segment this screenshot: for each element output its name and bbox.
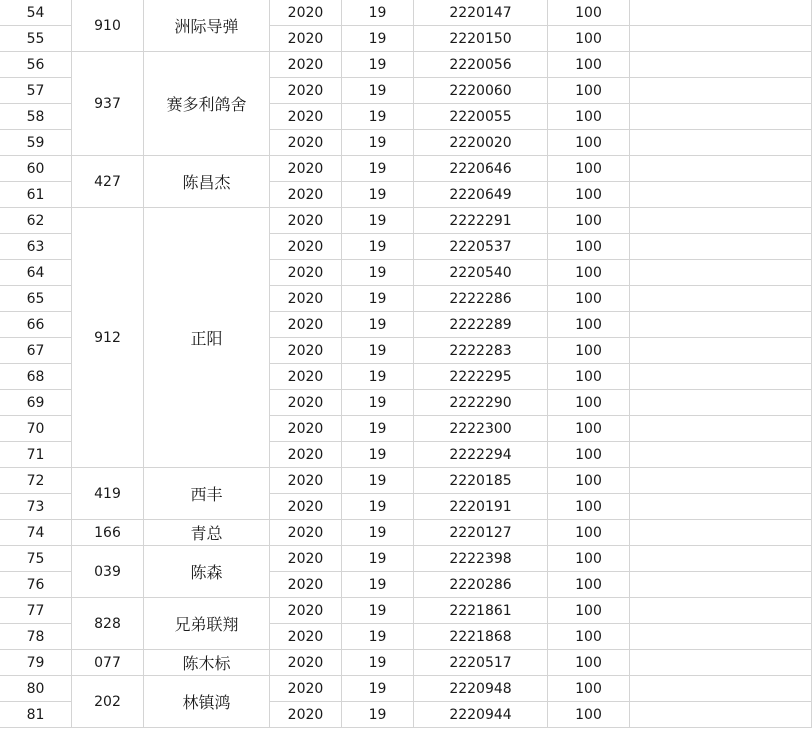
count-cell[interactable]: 19 (342, 546, 414, 572)
row-number-cell[interactable]: 58 (0, 104, 72, 130)
row-number-cell[interactable]: 81 (0, 702, 72, 728)
row-number-cell[interactable]: 71 (0, 442, 72, 468)
ring-number-cell[interactable]: 2220147 (414, 0, 548, 26)
empty-cell[interactable] (630, 104, 812, 130)
count-cell[interactable]: 19 (342, 208, 414, 234)
score-cell[interactable]: 100 (548, 494, 630, 520)
year-cell[interactable]: 2020 (270, 416, 342, 442)
year-cell[interactable]: 2020 (270, 26, 342, 52)
score-cell[interactable]: 100 (548, 650, 630, 676)
ring-number-cell[interactable]: 2220185 (414, 468, 548, 494)
count-cell[interactable]: 19 (342, 338, 414, 364)
empty-cell[interactable] (630, 390, 812, 416)
count-cell[interactable]: 19 (342, 650, 414, 676)
score-cell[interactable]: 100 (548, 546, 630, 572)
row-number-cell[interactable]: 64 (0, 260, 72, 286)
count-cell[interactable]: 19 (342, 312, 414, 338)
count-cell[interactable]: 19 (342, 676, 414, 702)
score-cell[interactable]: 100 (548, 208, 630, 234)
empty-cell[interactable] (630, 650, 812, 676)
score-cell[interactable]: 100 (548, 416, 630, 442)
score-cell[interactable]: 100 (548, 104, 630, 130)
ring-number-cell[interactable]: 2220537 (414, 234, 548, 260)
loft-name-cell[interactable]: 正阳 (144, 208, 270, 468)
year-cell[interactable]: 2020 (270, 442, 342, 468)
empty-cell[interactable] (630, 78, 812, 104)
ring-number-cell[interactable]: 2220150 (414, 26, 548, 52)
count-cell[interactable]: 19 (342, 130, 414, 156)
score-cell[interactable]: 100 (548, 338, 630, 364)
ring-number-cell[interactable]: 2220056 (414, 52, 548, 78)
ring-number-cell[interactable]: 2222286 (414, 286, 548, 312)
row-number-cell[interactable]: 67 (0, 338, 72, 364)
count-cell[interactable]: 19 (342, 104, 414, 130)
year-cell[interactable]: 2020 (270, 156, 342, 182)
year-cell[interactable]: 2020 (270, 650, 342, 676)
score-cell[interactable]: 100 (548, 676, 630, 702)
empty-cell[interactable] (630, 26, 812, 52)
year-cell[interactable]: 2020 (270, 364, 342, 390)
year-cell[interactable]: 2020 (270, 676, 342, 702)
count-cell[interactable]: 19 (342, 598, 414, 624)
ring-number-cell[interactable]: 2220649 (414, 182, 548, 208)
count-cell[interactable]: 19 (342, 416, 414, 442)
empty-cell[interactable] (630, 468, 812, 494)
ring-number-cell[interactable]: 2222295 (414, 364, 548, 390)
row-number-cell[interactable]: 78 (0, 624, 72, 650)
loft-code-cell[interactable]: 937 (72, 52, 144, 156)
row-number-cell[interactable]: 65 (0, 286, 72, 312)
year-cell[interactable]: 2020 (270, 572, 342, 598)
row-number-cell[interactable]: 77 (0, 598, 72, 624)
year-cell[interactable]: 2020 (270, 52, 342, 78)
empty-cell[interactable] (630, 286, 812, 312)
year-cell[interactable]: 2020 (270, 338, 342, 364)
year-cell[interactable]: 2020 (270, 130, 342, 156)
loft-name-cell[interactable]: 西丰 (144, 468, 270, 520)
score-cell[interactable]: 100 (548, 0, 630, 26)
row-number-cell[interactable]: 72 (0, 468, 72, 494)
year-cell[interactable]: 2020 (270, 182, 342, 208)
count-cell[interactable]: 19 (342, 468, 414, 494)
loft-code-cell[interactable]: 077 (72, 650, 144, 676)
count-cell[interactable]: 19 (342, 624, 414, 650)
count-cell[interactable]: 19 (342, 156, 414, 182)
ring-number-cell[interactable]: 2220646 (414, 156, 548, 182)
row-number-cell[interactable]: 61 (0, 182, 72, 208)
empty-cell[interactable] (630, 0, 812, 26)
ring-number-cell[interactable]: 2220948 (414, 676, 548, 702)
ring-number-cell[interactable]: 2220060 (414, 78, 548, 104)
row-number-cell[interactable]: 80 (0, 676, 72, 702)
year-cell[interactable]: 2020 (270, 78, 342, 104)
empty-cell[interactable] (630, 364, 812, 390)
year-cell[interactable]: 2020 (270, 286, 342, 312)
empty-cell[interactable] (630, 208, 812, 234)
year-cell[interactable]: 2020 (270, 598, 342, 624)
ring-number-cell[interactable]: 2220540 (414, 260, 548, 286)
row-number-cell[interactable]: 73 (0, 494, 72, 520)
row-number-cell[interactable]: 74 (0, 520, 72, 546)
year-cell[interactable]: 2020 (270, 104, 342, 130)
empty-cell[interactable] (630, 494, 812, 520)
empty-cell[interactable] (630, 598, 812, 624)
empty-cell[interactable] (630, 312, 812, 338)
count-cell[interactable]: 19 (342, 702, 414, 728)
ring-number-cell[interactable]: 2222398 (414, 546, 548, 572)
ring-number-cell[interactable]: 2222291 (414, 208, 548, 234)
score-cell[interactable]: 100 (548, 156, 630, 182)
empty-cell[interactable] (630, 442, 812, 468)
ring-number-cell[interactable]: 2222289 (414, 312, 548, 338)
loft-code-cell[interactable]: 202 (72, 676, 144, 728)
ring-number-cell[interactable]: 2222283 (414, 338, 548, 364)
ring-number-cell[interactable]: 2222300 (414, 416, 548, 442)
score-cell[interactable]: 100 (548, 572, 630, 598)
ring-number-cell[interactable]: 2221868 (414, 624, 548, 650)
score-cell[interactable]: 100 (548, 364, 630, 390)
ring-number-cell[interactable]: 2220055 (414, 104, 548, 130)
score-cell[interactable]: 100 (548, 468, 630, 494)
year-cell[interactable]: 2020 (270, 260, 342, 286)
empty-cell[interactable] (630, 234, 812, 260)
row-number-cell[interactable]: 63 (0, 234, 72, 260)
count-cell[interactable]: 19 (342, 494, 414, 520)
count-cell[interactable]: 19 (342, 286, 414, 312)
ring-number-cell[interactable]: 2220286 (414, 572, 548, 598)
count-cell[interactable]: 19 (342, 364, 414, 390)
count-cell[interactable]: 19 (342, 260, 414, 286)
count-cell[interactable]: 19 (342, 572, 414, 598)
loft-name-cell[interactable]: 兄弟联翔 (144, 598, 270, 650)
loft-name-cell[interactable]: 洲际导弹 (144, 0, 270, 52)
loft-code-cell[interactable]: 039 (72, 546, 144, 598)
row-number-cell[interactable]: 66 (0, 312, 72, 338)
ring-number-cell[interactable]: 2220191 (414, 494, 548, 520)
row-number-cell[interactable]: 59 (0, 130, 72, 156)
count-cell[interactable]: 19 (342, 78, 414, 104)
count-cell[interactable]: 19 (342, 390, 414, 416)
row-number-cell[interactable]: 55 (0, 26, 72, 52)
year-cell[interactable]: 2020 (270, 624, 342, 650)
empty-cell[interactable] (630, 624, 812, 650)
empty-cell[interactable] (630, 182, 812, 208)
ring-number-cell[interactable]: 2222290 (414, 390, 548, 416)
count-cell[interactable]: 19 (342, 234, 414, 260)
count-cell[interactable]: 19 (342, 182, 414, 208)
row-number-cell[interactable]: 79 (0, 650, 72, 676)
count-cell[interactable]: 19 (342, 0, 414, 26)
year-cell[interactable]: 2020 (270, 520, 342, 546)
score-cell[interactable]: 100 (548, 286, 630, 312)
loft-name-cell[interactable]: 陈昌杰 (144, 156, 270, 208)
ring-number-cell[interactable]: 2221861 (414, 598, 548, 624)
empty-cell[interactable] (630, 676, 812, 702)
ring-number-cell[interactable]: 2220517 (414, 650, 548, 676)
score-cell[interactable]: 100 (548, 26, 630, 52)
ring-number-cell[interactable]: 2220944 (414, 702, 548, 728)
year-cell[interactable]: 2020 (270, 546, 342, 572)
count-cell[interactable]: 19 (342, 26, 414, 52)
score-cell[interactable]: 100 (548, 312, 630, 338)
score-cell[interactable]: 100 (548, 130, 630, 156)
score-cell[interactable]: 100 (548, 52, 630, 78)
row-number-cell[interactable]: 57 (0, 78, 72, 104)
count-cell[interactable]: 19 (342, 52, 414, 78)
score-cell[interactable]: 100 (548, 702, 630, 728)
row-number-cell[interactable]: 69 (0, 390, 72, 416)
score-cell[interactable]: 100 (548, 260, 630, 286)
loft-name-cell[interactable]: 林镇鸿 (144, 676, 270, 728)
ring-number-cell[interactable]: 2222294 (414, 442, 548, 468)
score-cell[interactable]: 100 (548, 390, 630, 416)
ring-number-cell[interactable]: 2220020 (414, 130, 548, 156)
row-number-cell[interactable]: 56 (0, 52, 72, 78)
year-cell[interactable]: 2020 (270, 234, 342, 260)
score-cell[interactable]: 100 (548, 520, 630, 546)
empty-cell[interactable] (630, 156, 812, 182)
score-cell[interactable]: 100 (548, 182, 630, 208)
score-cell[interactable]: 100 (548, 442, 630, 468)
loft-code-cell[interactable]: 166 (72, 520, 144, 546)
empty-cell[interactable] (630, 520, 812, 546)
empty-cell[interactable] (630, 702, 812, 728)
row-number-cell[interactable]: 76 (0, 572, 72, 598)
row-number-cell[interactable]: 62 (0, 208, 72, 234)
loft-name-cell[interactable]: 青总 (144, 520, 270, 546)
year-cell[interactable]: 2020 (270, 312, 342, 338)
empty-cell[interactable] (630, 546, 812, 572)
score-cell[interactable]: 100 (548, 624, 630, 650)
row-number-cell[interactable]: 70 (0, 416, 72, 442)
empty-cell[interactable] (630, 338, 812, 364)
year-cell[interactable]: 2020 (270, 390, 342, 416)
loft-name-cell[interactable]: 赛多利鸽舍 (144, 52, 270, 156)
empty-cell[interactable] (630, 260, 812, 286)
loft-name-cell[interactable]: 陈木标 (144, 650, 270, 676)
empty-cell[interactable] (630, 52, 812, 78)
year-cell[interactable]: 2020 (270, 0, 342, 26)
row-number-cell[interactable]: 60 (0, 156, 72, 182)
row-number-cell[interactable]: 75 (0, 546, 72, 572)
loft-code-cell[interactable]: 828 (72, 598, 144, 650)
year-cell[interactable]: 2020 (270, 702, 342, 728)
score-cell[interactable]: 100 (548, 598, 630, 624)
loft-code-cell[interactable]: 912 (72, 208, 144, 468)
loft-code-cell[interactable]: 419 (72, 468, 144, 520)
count-cell[interactable]: 19 (342, 520, 414, 546)
count-cell[interactable]: 19 (342, 442, 414, 468)
loft-code-cell[interactable]: 910 (72, 0, 144, 52)
score-cell[interactable]: 100 (548, 234, 630, 260)
year-cell[interactable]: 2020 (270, 494, 342, 520)
year-cell[interactable]: 2020 (270, 468, 342, 494)
empty-cell[interactable] (630, 572, 812, 598)
ring-number-cell[interactable]: 2220127 (414, 520, 548, 546)
row-number-cell[interactable]: 68 (0, 364, 72, 390)
empty-cell[interactable] (630, 416, 812, 442)
year-cell[interactable]: 2020 (270, 208, 342, 234)
empty-cell[interactable] (630, 130, 812, 156)
loft-code-cell[interactable]: 427 (72, 156, 144, 208)
row-number-cell[interactable]: 54 (0, 0, 72, 26)
loft-name-cell[interactable]: 陈森 (144, 546, 270, 598)
score-cell[interactable]: 100 (548, 78, 630, 104)
